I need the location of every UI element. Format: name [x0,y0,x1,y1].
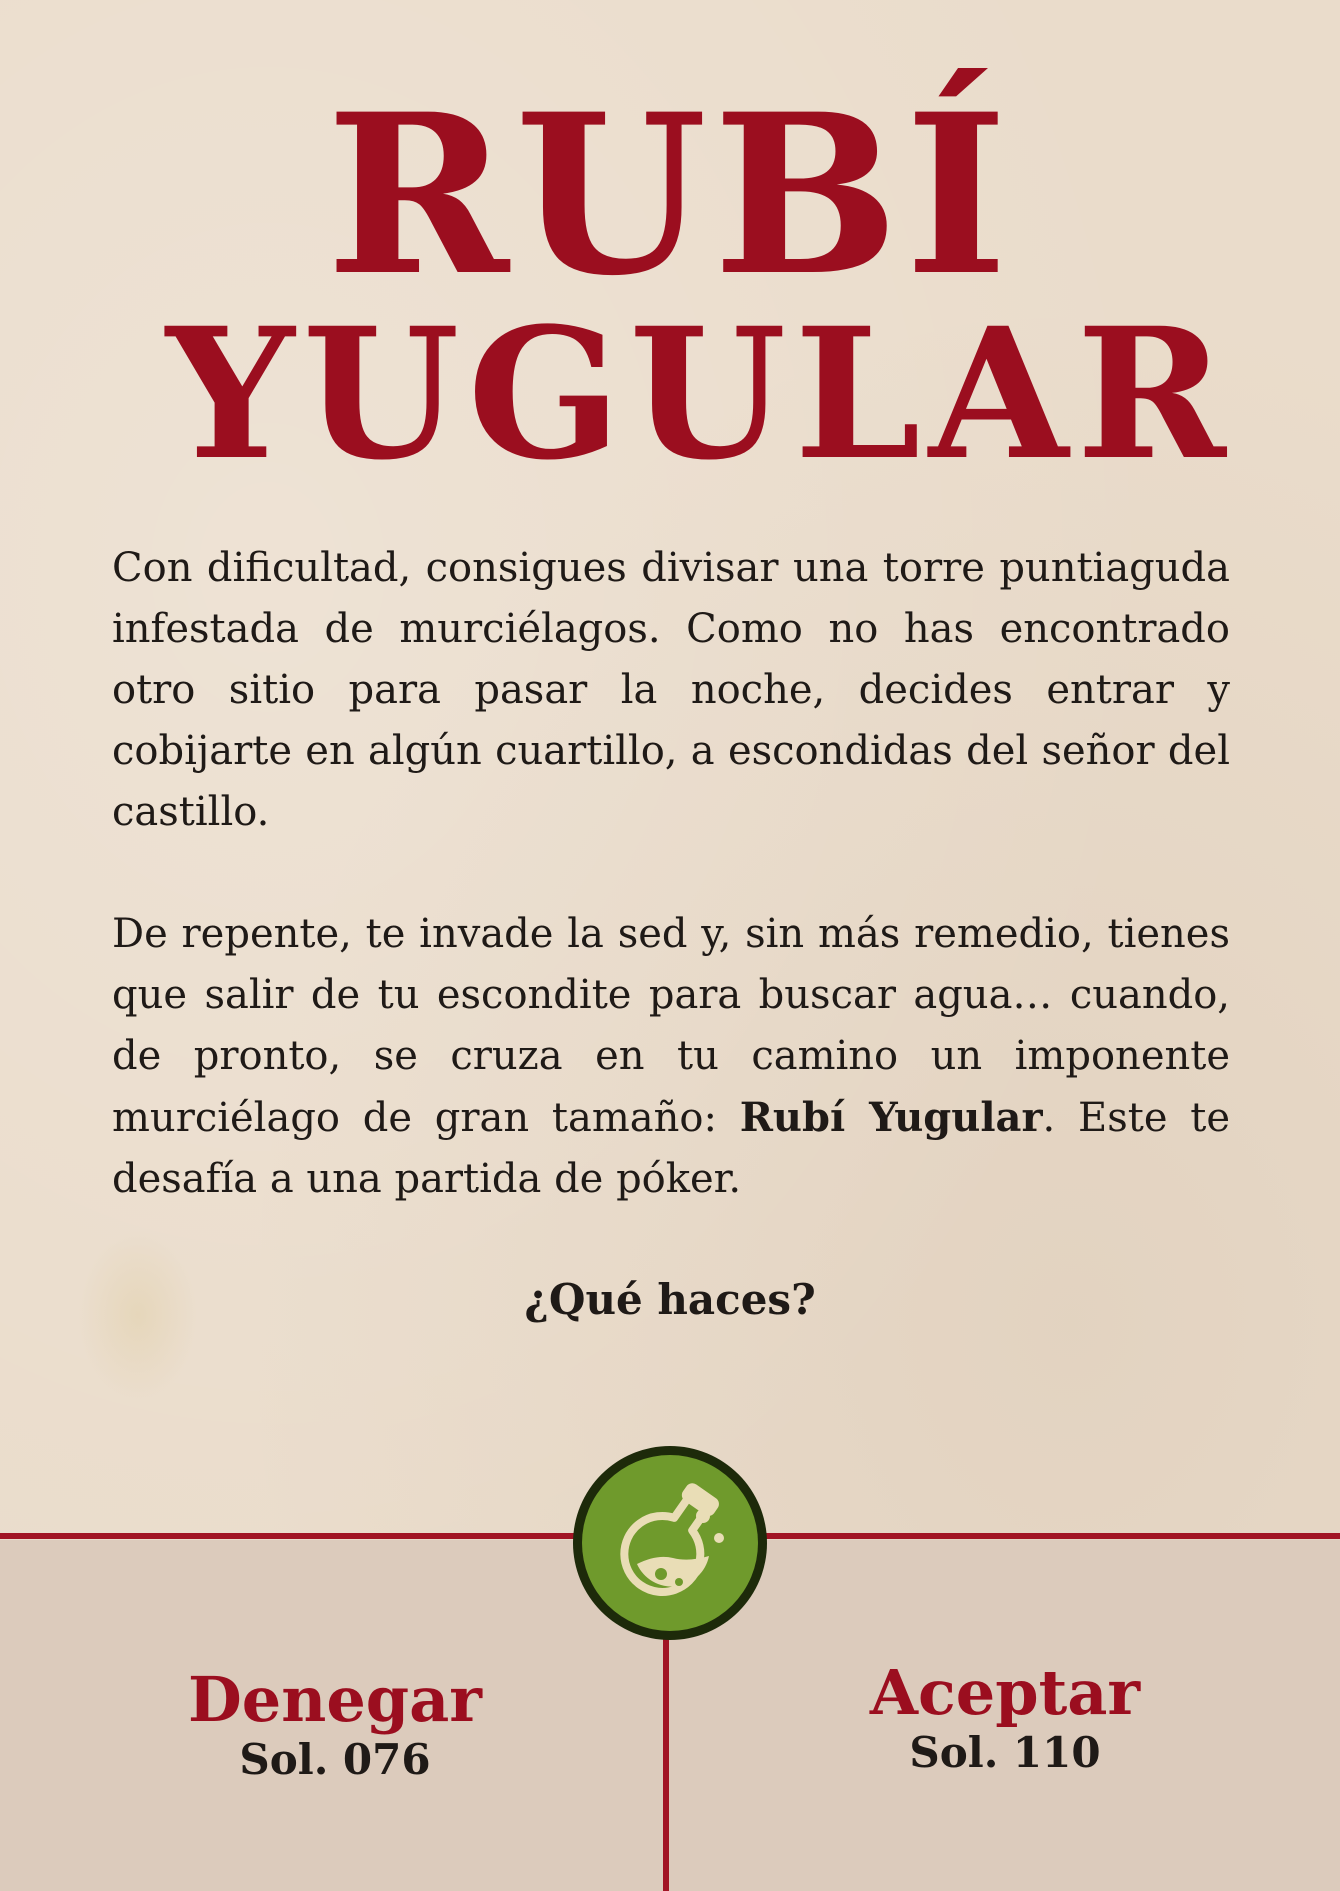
story-paragraph-2 [112,904,1230,1210]
character-name: Rubí Yugular [739,1094,1043,1141]
title-line-2: YUGULAR [166,289,1234,500]
choice-accept-label: Aceptar [869,1656,1141,1729]
choice-accept[interactable] [670,1658,1340,1778]
potion-flask-icon [573,1446,767,1640]
choice-deny-solution: Sol. 076 [239,1735,431,1784]
choice-accept-solution: Sol. 110 [909,1728,1101,1777]
potion-badge [573,1446,767,1640]
story-paragraph-2-end: . Este te desafía a una partida de póker. [112,1095,1230,1202]
question-prompt: ¿Qué haces? [524,1275,816,1324]
title-line-1: RUBÍ [326,65,1014,324]
story-paragraph-1: Con dificultad, consigues divisar una torre puntiaguda infestada de murciélagos. Como no has encontrado otro sitio para pasar la noche, decides entrar y cobijarte en algún cuartillo, a escondidas del señor del castillo. [112,545,1230,835]
story-text [112,538,1230,1271]
choice-deny-label: Denegar [188,1663,482,1736]
story-paragraph-2-start: De repente, te invade la sed y, sin más remedio, tienes que salir de tu escondite para buscar agua… cuando, de pronto, se cruza en tu camino un imponente murciélago de gran tamaño: [112,911,1230,1141]
choice-deny[interactable] [0,1665,670,1785]
